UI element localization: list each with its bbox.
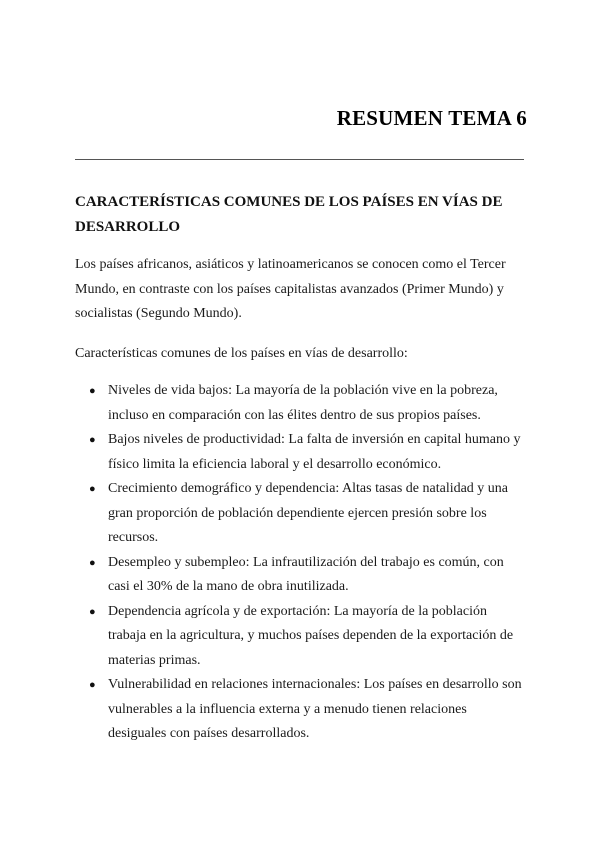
list-item xyxy=(75,600,527,674)
list-item xyxy=(75,379,527,428)
list-item-text: Dependencia agrícola y de exportación: La mayoría de la población trabaja en la agricultura, y muchos países dependen de la exportación de materias primas. xyxy=(108,603,514,668)
title-divider xyxy=(75,159,524,160)
bullet-icon: ● xyxy=(89,679,96,691)
section-heading: CARACTERÍSTICAS COMUNES DE LOS PAÍSES EN VÍAS DE DESARROLLO xyxy=(75,194,503,235)
bullet-icon: ● xyxy=(89,556,96,569)
bullet-icon: ● xyxy=(89,605,96,618)
list-item-text: Bajos niveles de productividad: La falta de inversión en capital humano y físico limita la eficiencia laboral y el desarrollo económico. xyxy=(108,432,521,472)
bullet-icon: ● xyxy=(89,385,96,397)
list-item xyxy=(75,477,527,551)
list-item xyxy=(75,673,527,747)
list-item-text: Niveles de vida bajos: La mayoría de la población vive en la pobreza, incluso en comparación con las élites dentro de sus propios países. xyxy=(108,383,498,423)
list-item xyxy=(75,551,527,600)
bullet-icon: ● xyxy=(89,483,96,495)
bullet-icon: ● xyxy=(89,434,96,446)
list-lead-paragraph: Características comunes de los países en vías de desarrollo: xyxy=(75,346,408,361)
list-item-text: Vulnerabilidad en relaciones internacionales: Los países en desarrollo son vulnerables a la influencia externa y a menudo tienen relaciones desiguales con países desarrollados. xyxy=(108,677,522,741)
page-title: RESUMEN TEMA 6 xyxy=(336,106,527,130)
intro-paragraph: Los países africanos, asiáticos y latinoamericanos se conocen como el Tercer Mundo, en contraste con los países capitalistas avanzados (Primer Mundo) y socialistas (Segundo Mundo). xyxy=(75,257,506,321)
list-item-text: Desempleo y subempleo: La infrautilización del trabajo es común, con casi el 30% de la mano de obra inutilizada. xyxy=(108,554,504,594)
characteristics-list xyxy=(75,379,527,747)
list-item-text: Crecimiento demográfico y dependencia: Altas tasas de natalidad y una gran proporción de población dependiente ejercen presión sobre los recursos. xyxy=(108,481,509,545)
list-item xyxy=(75,428,527,477)
